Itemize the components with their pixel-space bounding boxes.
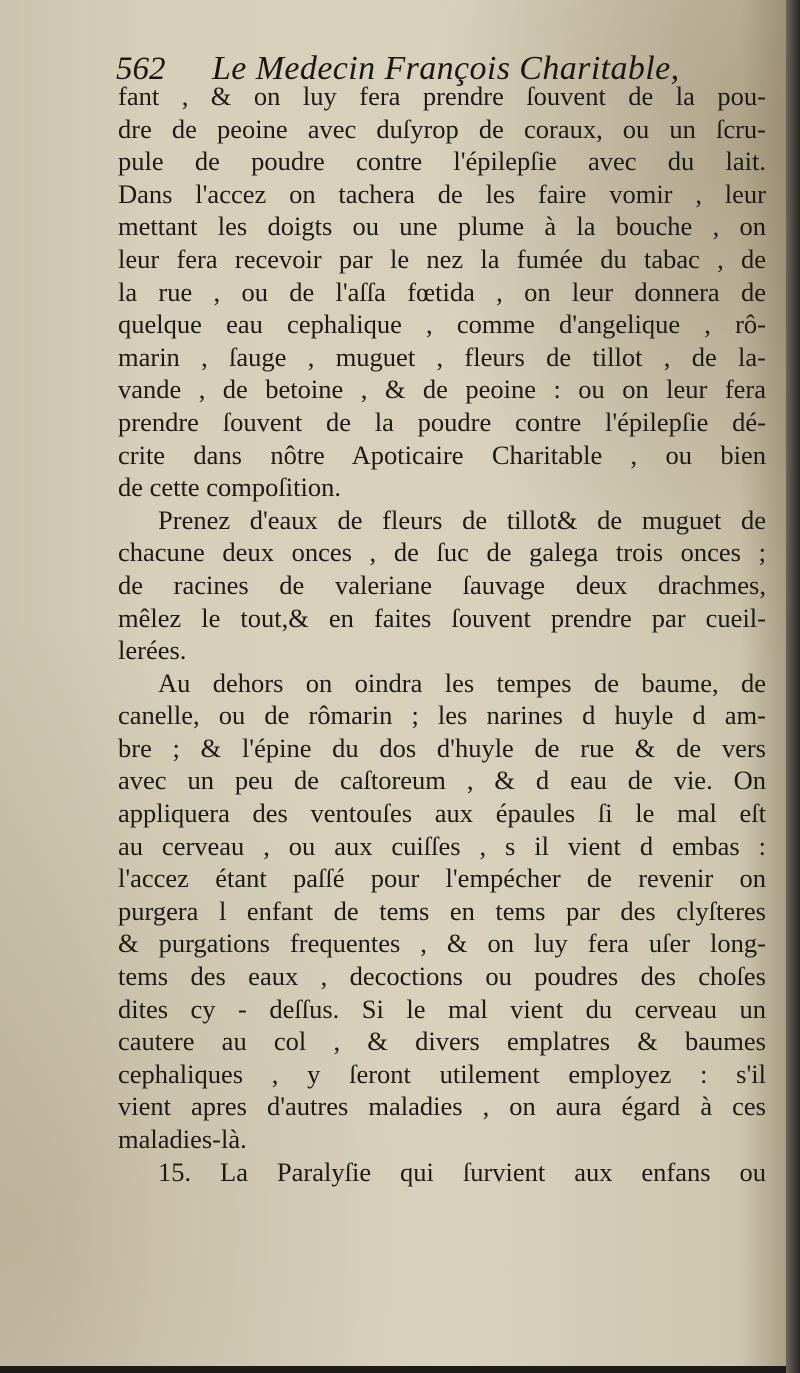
text-line: de cette compoſition. [118,472,341,503]
text-line: Dans l'accez on tachera de les faire vomir , leur [118,178,766,209]
running-title: Le Medecin François Charitable, [212,50,680,87]
text-line: appliquera des ventouſes aux épaules ſi le mal eſt [118,798,766,829]
text-line: avec un peu de caſtoreum , & d eau de vie. On [118,765,766,796]
text-line: marin , ſauge , muguet , fleurs de tillot , de la- [118,341,766,372]
text-line: canelle, ou de rômarin ; les narines d huyle d am- [118,700,766,731]
text-line: crite dans nôtre Apoticaire Charitable , ou bien [118,439,766,470]
text-line: mettant les doigts ou une plume à la bouche , on [118,211,766,242]
text-line: dites cy - deſſus. Si le mal vient du cerveau un [118,993,766,1024]
text-line: chacune deux onces , de ſuc de galega trois onces ; [118,537,766,568]
text-line: & purgations frequentes , & on luy fera uſer long- [118,928,766,959]
text-line: cautere au col , & divers emplatres & baumes [118,1026,766,1057]
text-line: leur fera recevoir par le nez la fumée du tabac , de [118,243,766,274]
text-line: de racines de valeriane ſauvage deux drachmes, [118,569,766,600]
text-line: maladies-là. [118,1124,247,1154]
text-line: bre ; & l'épine du dos d'huyle de rue & de vers [118,732,766,763]
page-number: 562 [116,51,166,87]
text-line: cephaliques , y ſeront utilement employez : s'il [118,1058,766,1089]
text-line: fant , & on luy fera prendre ſouvent de la pou- [118,81,766,111]
text-line: pule de poudre contre l'épilepſie avec du lait. [118,146,766,177]
text-line: mêlez le tout,& en faites ſouvent prendre par cueil- [118,602,766,633]
text-line: lerées. [118,635,187,666]
text-line: 15. La Paralyſie qui ſurvient aux enfans ou [158,1156,766,1187]
text-line: au cerveau , ou aux cuiſſes , s il vient d embas : [118,830,766,861]
text-line: dre de peoine avec duſyrop de coraux, ou un ſcru- [118,113,766,144]
text-line: quelque eau cephalique , comme d'angelique , rô- [118,309,766,340]
text-line: l'accez étant paſſé pour l'empécher de revenir on [118,863,766,894]
body-text [118,80,766,1188]
text-line: la rue , ou de l'aſſa fœtida , on leur donnera de [118,276,766,307]
text-line: Au dehors on oindra les tempes de baume, de [158,667,766,698]
text-line: purgera l enfant de tems en tems par des clyſteres [118,895,766,926]
text-line: tems des eaux , decoctions ou poudres des choſes [118,961,766,992]
text-line: Prenez d'eaux de fleurs de tillot& de muguet de [158,504,766,535]
text-line: vande , de betoine , & de peoine : ou on leur fera [118,374,766,405]
text-line: prendre ſouvent de la poudre contre l'épilepſie dé- [118,406,766,437]
text-line: vient apres d'autres maladies , on aura égard à ces [118,1091,766,1122]
page-edge-shadow [786,0,800,1373]
